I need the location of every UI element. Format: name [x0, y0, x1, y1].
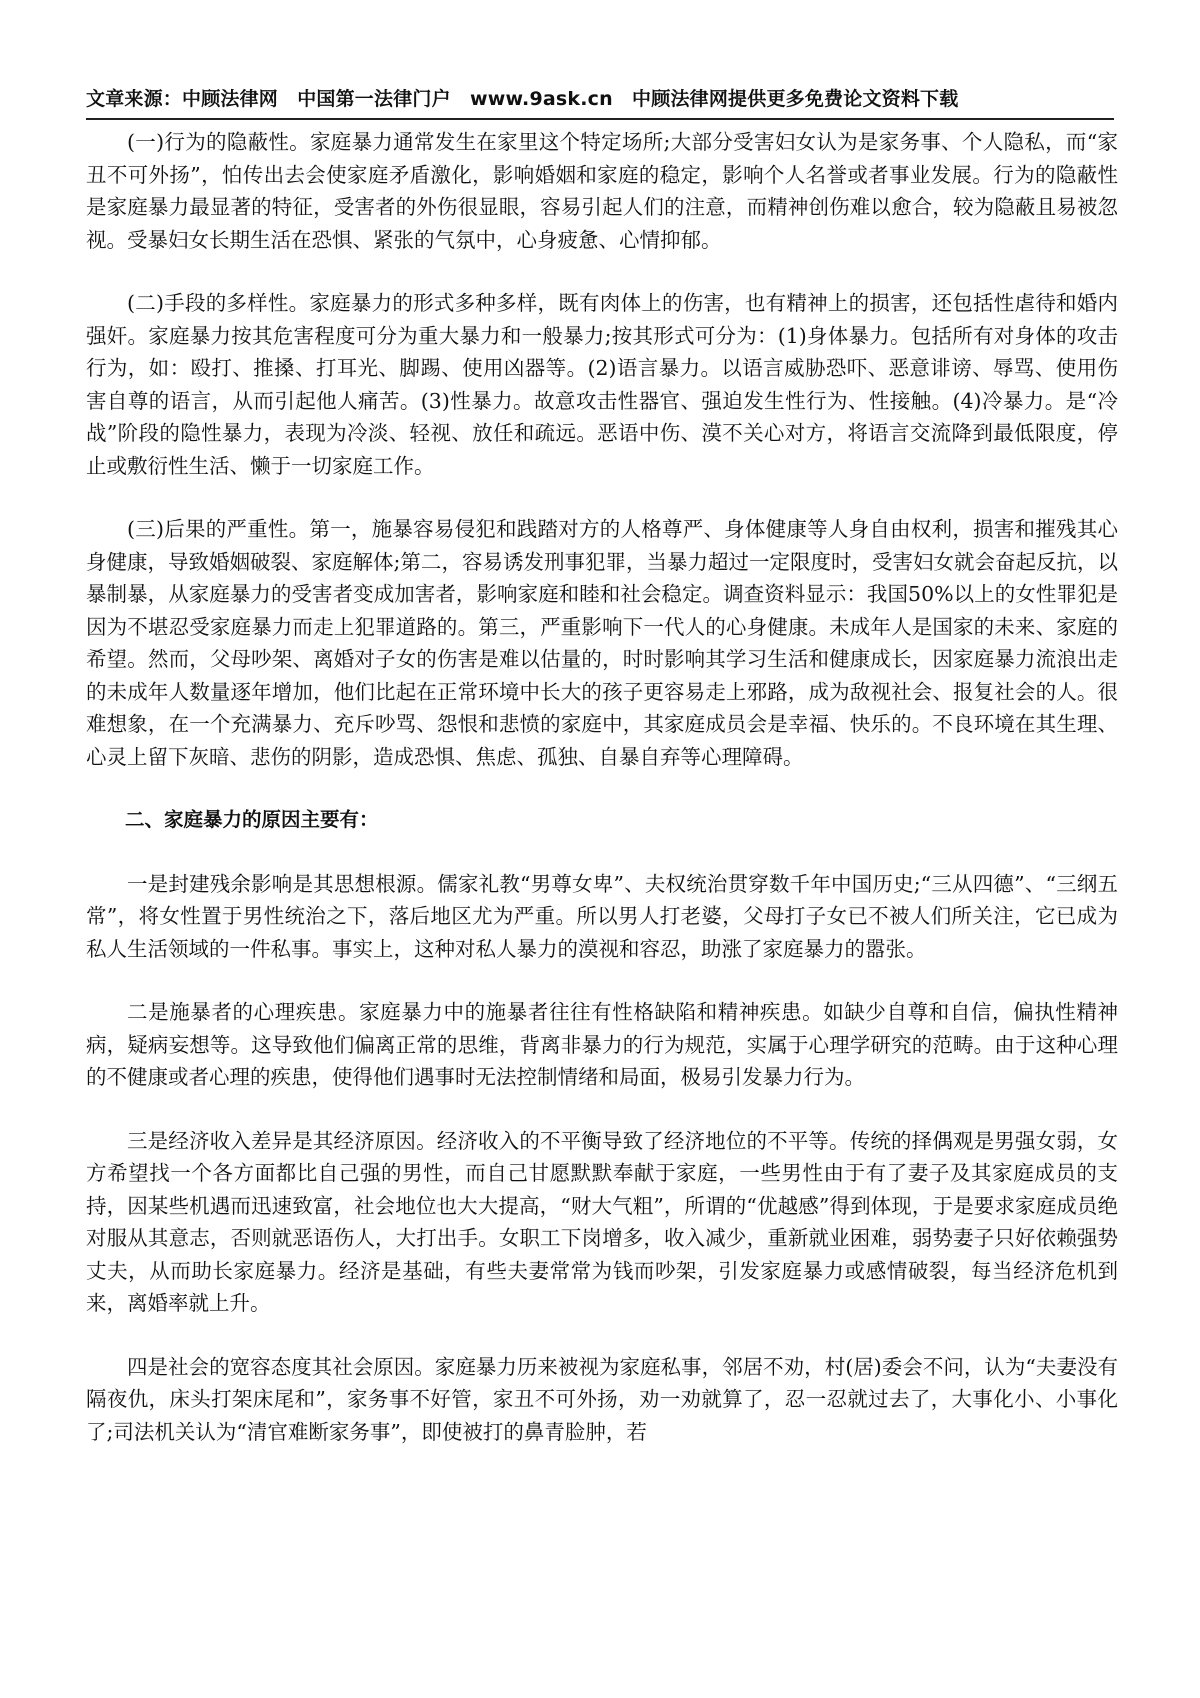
page-header: 文章来源：中顾法律网 中国第一法律门户 www.9ask.cn 中顾法律网提供更多免费论文资料下载 [86, 86, 1114, 120]
paragraph-feudal-influence: 一是封建残余影响是其思想根源。儒家礼教“男尊女卑”、夫权统治贯穿数千年中国历史;“三从四德”、“三纲五常”，将女性置于男性统治之下，落后地区尤为严重。所以男人打老婆，父母打子女已不被人们所关注，它已成为私人生活领域的一件私事。事实上，这种对私人暴力的漠视和容忍，助涨了家庭暴力的嚣张。 [86, 871, 1118, 961]
document-body [86, 126, 1118, 1479]
paragraph-psychological: 二是施暴者的心理疾患。家庭暴力中的施暴者往往有性格缺陷和精神疾患。如缺少自尊和自信，偏执性精神病，疑病妄想等。这导致他们偏离正常的思维，背离非暴力的行为规范，实属于心理学研究的范畴。由于这种心理的不健康或者心理的疾患，使得他们遇事时无法控制情绪和局面，极易引发暴力行为。 [86, 1000, 1118, 1089]
paragraph-severity: (三)后果的严重性。第一，施暴容易侵犯和践踏对方的人格尊严、身体健康等人身自由权利，损害和摧残其心身健康，导致婚姻破裂、家庭解体;第二，容易诱发刑事犯罪，当暴力超过一定限度时，受害妇女就会奋起反抗，以暴制暴，从家庭暴力的受害者变成加害者，影响家庭和睦和社会稳定。调查资料显示：我国50%以上的女性罪犯是因为不堪忍受家庭暴力而走上犯罪道路的。第三，严重影响下一代人的心身健康。未成年人是国家的未来、家庭的希望。然而，父母吵架、离婚对子女的伤害是难以估量的，时时影响其学习生活和健康成长，因家庭暴力流浪出走的未成年人数量逐年增加，他们比起在正常环境中长大的孩子更容易走上邪路，成为敌视社会、报复社会的人。很难想象，在一个充满暴力、充斥吵骂、怨恨和悲愤的家庭中，其家庭成员会是幸福、快乐的。不良环境在其生理、心灵上留下灰暗、悲伤的阴影，造成恐惧、焦虑、孤独、自暴自弃等心理障碍。 [86, 517, 1118, 769]
paragraph-diversity: (二)手段的多样性。家庭暴力的形式多种多样，既有肉体上的伤害，也有精神上的损害，还包括性虐待和婚内强奸。家庭暴力按其危害程度可分为重大暴力和一般暴力;按其形式可分为：(1)身体暴力。包括所有对身体的攻击行为，如：殴打、推搡、打耳光、脚踢、使用凶器等。(2)语言暴力。以语言威胁恐吓、恶意诽谤、辱骂、使用伤害自尊的语言，从而引起他人痛苦。(3)性暴力。故意攻击性器官、强迫发生性行为、性接触。(4)冷暴力。是“冷战”阶段的隐性暴力，表现为冷淡、轻视、放任和疏远。恶语中伤、漠不关心对方，将语言交流降到最低限度，停止或敷衍性生活、懒于一切家庭工作。 [86, 291, 1118, 478]
paragraph-economic: 三是经济收入差异是其经济原因。经济收入的不平衡导致了经济地位的不平等。传统的择偶观是男强女弱，女方希望找一个各方面都比自己强的男性，而自己甘愿默默奉献于家庭，一些男性由于有了妻子及其家庭成员的支持，因某些机遇而迅速致富，社会地位也大大提高，“财大气粗”，所谓的“优越感”得到体现，于是要求家庭成员绝对服从其意志，否则就恶语伤人，大打出手。女职工下岗增多，收入减少，重新就业困难，弱势妻子只好依赖强势丈夫，从而助长家庭暴力。经济是基础，有些夫妻常常为钱而吵架，引发家庭暴力或感情破裂，每当经济危机到来，离婚率就上升。 [86, 1128, 1118, 1315]
section-heading-causes: 二、家庭暴力的原因主要有： [125, 808, 379, 831]
paragraph-social-tolerance: 四是社会的宽容态度其社会原因。家庭暴力历来被视为家庭私事，邻居不劝，村(居)委会不问，认为“夫妻没有隔夜仇，床头打架床尾和”，家务事不好管，家丑不可外扬，劝一劝就算了，忍一忍就过去了，大事化小、小事化了;司法机关认为“清官难断家务事”，即使被打的鼻青脸肿，若 [86, 1354, 1118, 1444]
paragraph-concealment: (一)行为的隐蔽性。家庭暴力通常发生在家里这个特定场所;大部分受害妇女认为是家务事、个人隐私，而“家丑不可外扬”，怕传出去会使家庭矛盾激化，影响婚姻和家庭的稳定，影响个人名誉或者事业发展。行为的隐蔽性是家庭暴力最显著的特征，受害者的外伤很显眼，容易引起人们的注意，而精神创伤难以愈合，较为隐蔽且易被忽视。受暴妇女长期生活在恐惧、紧张的气氛中，心身疲惫、心情抑郁。 [86, 130, 1118, 252]
